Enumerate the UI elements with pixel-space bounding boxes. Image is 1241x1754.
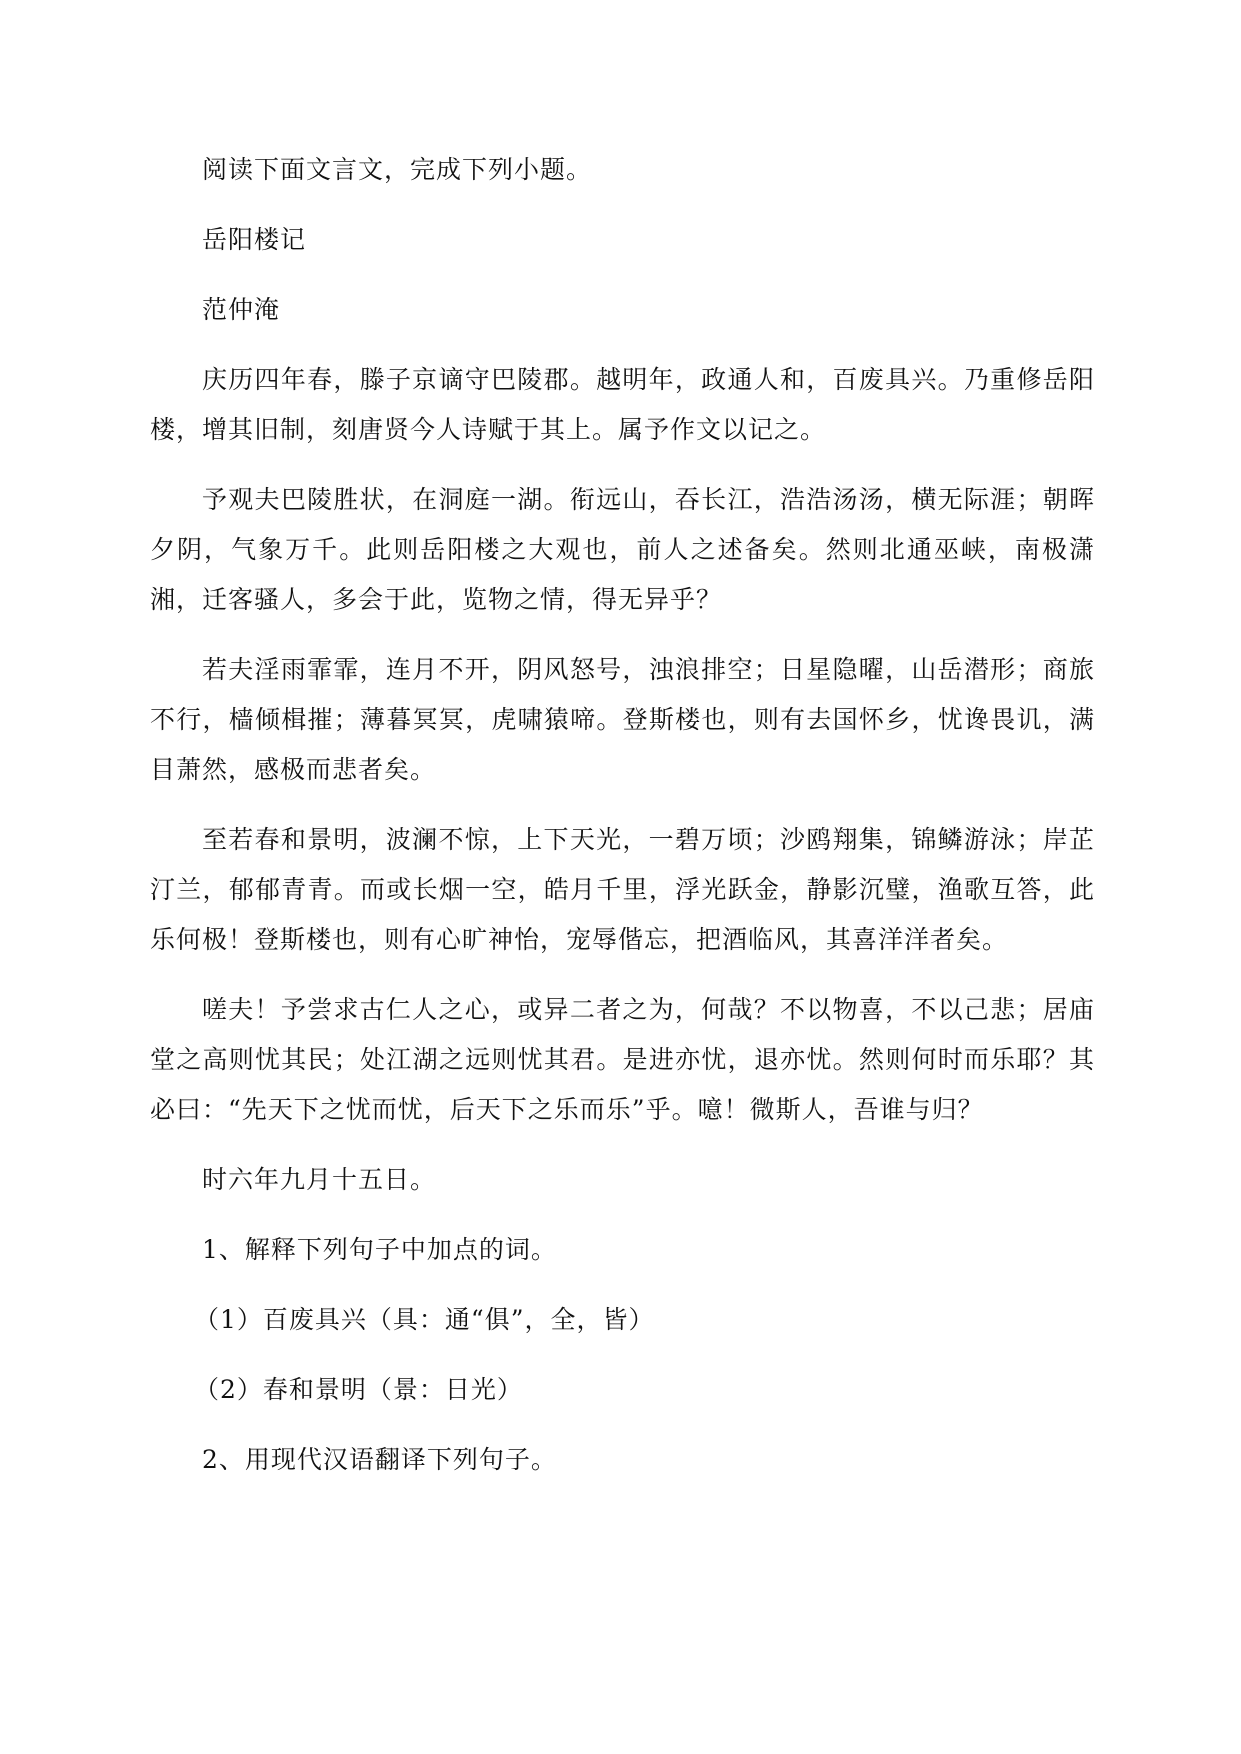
instruction-line: 阅读下面文言文，完成下列小题。 (202, 155, 593, 184)
essay-author: 范仲淹 (202, 295, 281, 324)
question-1-item-2: （2）春和景明（景：日光） (194, 1375, 523, 1404)
essay-title: 岳阳楼记 (202, 225, 307, 254)
essay-paragraph-1: 庆历四年春，滕子京谪守巴陵郡。越明年，政通人和，百废具兴。乃重修岳阳楼，增其旧制，刻唐贤今人诗赋于其上。属予作文以记之。 (150, 365, 1095, 444)
essay-paragraph-3: 若夫淫雨霏霏，连月不开，阴风怒号，浊浪排空；日星隐曜，山岳潜形；商旅不行，樯倾楫摧；薄暮冥冥，虎啸猿啼。登斯楼也，则有去国怀乡，忧谗畏讥，满目萧然，感极而悲者矣。 (150, 655, 1095, 784)
essay-paragraph-4: 至若春和景明，波澜不惊，上下天光，一碧万顷；沙鸥翔集，锦鳞游泳；岸芷汀兰，郁郁青青。而或长烟一空，皓月千里，浮光跃金，静影沉璧，渔歌互答，此乐何极！登斯楼也，则有心旷神怡，宠辱偕忘，把酒临风，其喜洋洋者矣。 (150, 825, 1095, 954)
question-2: 2、用现代汉语翻译下列句子。 (202, 1445, 557, 1474)
question-1-item-1: （1）百废具兴（具：通“俱”，全，皆） (194, 1305, 655, 1334)
essay-date-line: 时六年九月十五日。 (202, 1165, 437, 1194)
question-1: 1、解释下列句子中加点的词。 (202, 1235, 557, 1264)
document-body (150, 145, 1095, 1505)
essay-paragraph-2: 予观夫巴陵胜状，在洞庭一湖。衔远山，吞长江，浩浩汤汤，横无际涯；朝晖夕阴，气象万千。此则岳阳楼之大观也，前人之述备矣。然则北通巫峡，南极潇湘，迁客骚人，多会于此，览物之情，得无异乎？ (150, 485, 1095, 614)
essay-paragraph-5: 嗟夫！予尝求古仁人之心，或异二者之为，何哉？不以物喜，不以己悲；居庙堂之高则忧其民；处江湖之远则忧其君。是进亦忧，退亦忧。然则何时而乐耶？其必曰：“先天下之忧而忧，后天下之乐而乐”乎。噫！微斯人，吾谁与归？ (150, 995, 1095, 1124)
